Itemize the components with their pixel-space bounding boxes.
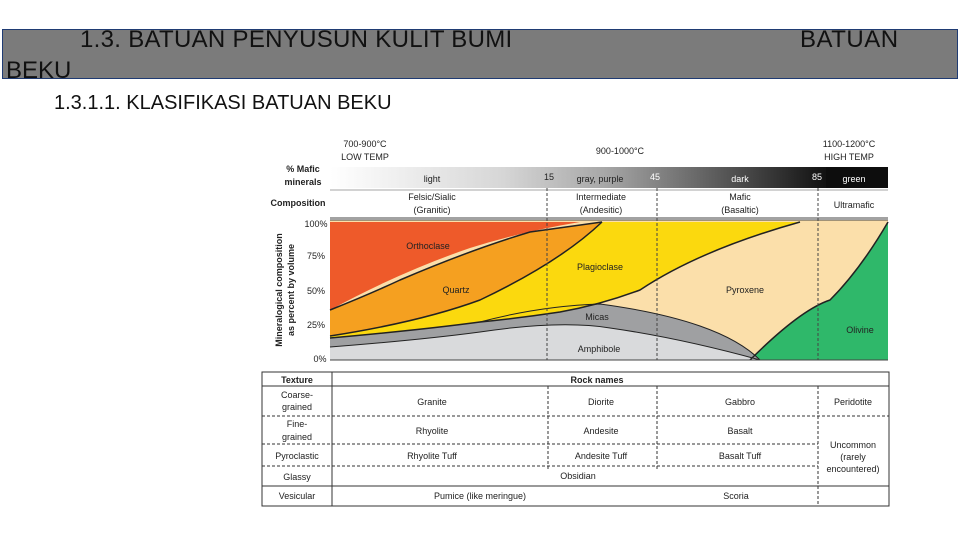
temp-low-label: LOW TEMP	[341, 152, 389, 162]
page-title: 1.3. BATUAN PENYUSUN KULIT BUMI	[80, 26, 513, 53]
label-quartz: Quartz	[442, 285, 470, 295]
uncommon-label-3: encountered)	[826, 464, 880, 474]
label-micas: Micas	[585, 312, 609, 322]
bar-light: light	[423, 174, 441, 184]
label-plagioclase: Plagioclase	[576, 262, 624, 272]
rock-rhyolite-tuff: Rhyolite Tuff	[407, 451, 457, 461]
label-orthoclase: Orthoclase	[406, 241, 450, 251]
mafic-comp-sub: (Basaltic)	[721, 205, 759, 215]
table-header-rocknames: Rock names	[570, 375, 624, 385]
ultramafic-label: Ultramafic	[833, 200, 875, 210]
temp-mid: 900-1000°C	[595, 146, 645, 156]
rock-basalt: Basalt	[727, 426, 753, 436]
uncommon-label: Uncommon	[829, 440, 877, 450]
table-header-texture: Texture	[281, 375, 313, 385]
label-olivine: Olivine	[846, 325, 874, 335]
rock-gabbro: Gabbro	[724, 397, 756, 407]
intermediate-label: Intermediate	[575, 192, 627, 202]
temp-low: 700-900°C	[343, 139, 387, 149]
uncommon-label-2: (rarely	[840, 452, 866, 462]
rock-scoria: Scoria	[723, 491, 749, 501]
bar-mark-15: 15	[543, 172, 555, 182]
texture-fine: Fine-	[286, 419, 308, 429]
rock-granite: Granite	[417, 397, 447, 407]
ytick-0: 0%	[313, 354, 327, 364]
intermediate-sub: (Andesitic)	[579, 205, 623, 215]
texture-coarse: Coarse-	[280, 390, 314, 400]
bar-mark-85: 85	[811, 172, 823, 182]
ytick-75: 75%	[306, 251, 326, 261]
felsic-label: Felsic/Sialic	[408, 192, 456, 202]
mafic-label: % Mafic	[286, 164, 320, 174]
bar-green: green	[842, 174, 866, 184]
page-title-continued: BEKU	[6, 57, 72, 84]
rock-andesite: Andesite	[583, 426, 619, 436]
label-amphibole: Amphibole	[577, 344, 621, 354]
ytick-50: 50%	[306, 286, 326, 296]
section-subtitle: 1.3.1.1. KLASIFIKASI BATUAN BEKU	[54, 92, 392, 114]
ytick-100: 100%	[304, 219, 328, 229]
label-pyroxene: Pyroxene	[725, 285, 765, 295]
mafic-comp-label: Mafic	[729, 192, 751, 202]
mafic-label-2: minerals	[284, 177, 322, 187]
rock-rhyolite: Rhyolite	[415, 426, 449, 436]
yaxis-title: Mineralogical composition	[274, 233, 284, 347]
composition-label: Composition	[270, 198, 326, 208]
temp-high-label: HIGH TEMP	[824, 152, 874, 162]
rock-names-table	[262, 372, 889, 506]
texture-fine-2: grained	[281, 432, 313, 442]
texture-coarse-2: grained	[281, 402, 313, 412]
felsic-sub: (Granitic)	[413, 205, 451, 215]
temp-high: 1100-1200°C	[822, 139, 876, 149]
rock-peridotite: Peridotite	[833, 397, 873, 407]
texture-vesicular: Vesicular	[278, 491, 316, 501]
page-title-right: BATUAN	[800, 26, 899, 53]
rock-obsidian: Obsidian	[560, 471, 596, 481]
bar-dark: dark	[731, 174, 749, 184]
texture-glassy: Glassy	[283, 472, 311, 482]
rock-andesite-tuff: Andesite Tuff	[574, 451, 628, 461]
ytick-25: 25%	[306, 320, 326, 330]
rock-pumice: Pumice (like meringue)	[433, 491, 527, 501]
rock-diorite: Diorite	[587, 397, 615, 407]
bar-mark-45: 45	[649, 172, 661, 182]
bar-gray: gray, purple	[576, 174, 624, 184]
texture-pyroclastic: Pyroclastic	[275, 451, 319, 461]
yaxis-title-2: as percent by volume	[286, 243, 296, 337]
rock-basalt-tuff: Basalt Tuff	[718, 451, 762, 461]
